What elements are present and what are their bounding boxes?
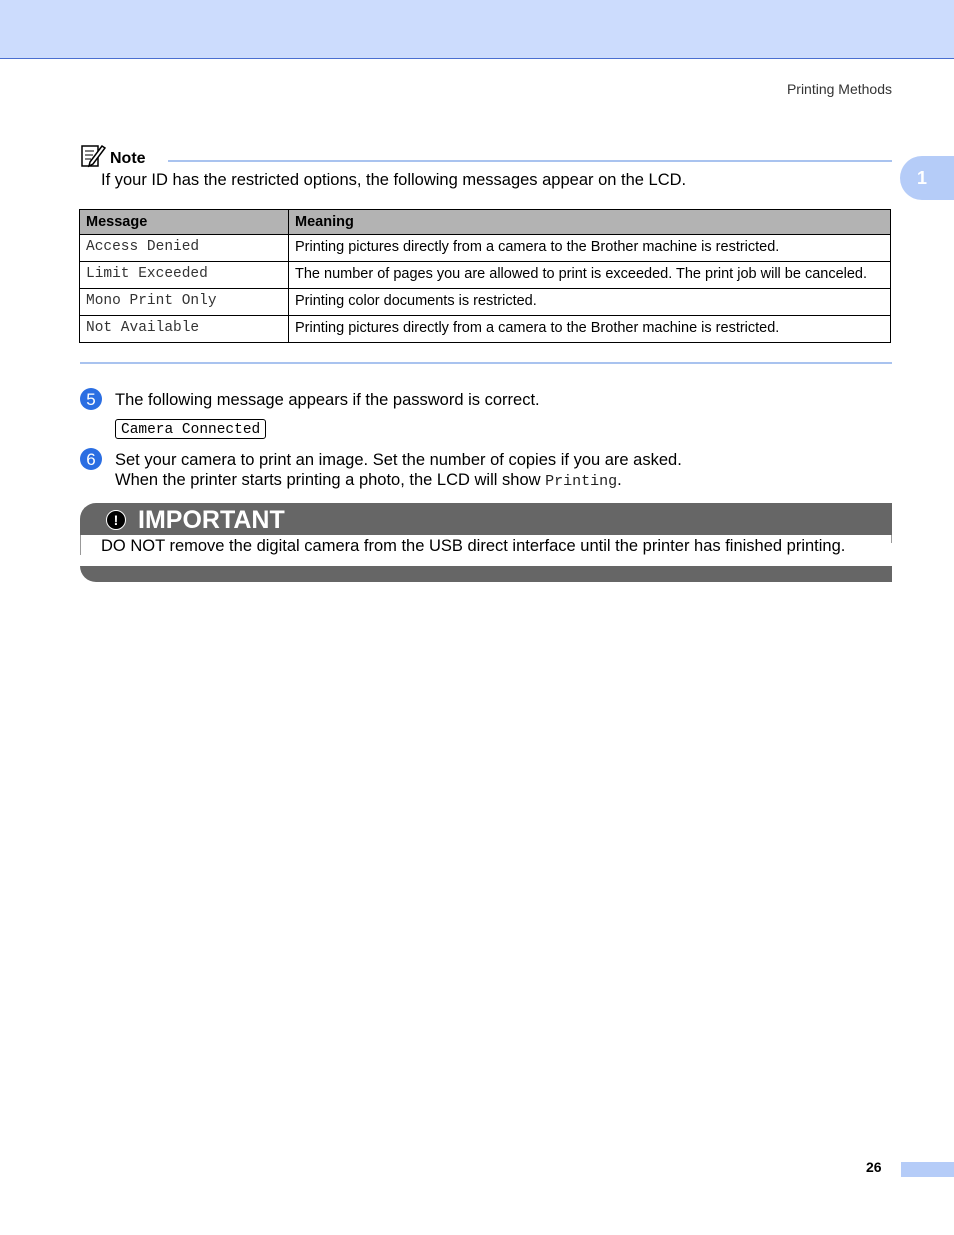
top-header-band bbox=[0, 0, 954, 59]
meaning-cell: Printing pictures directly from a camera to the Brother machine is restricted. bbox=[289, 235, 891, 262]
step-6-number: 6 bbox=[80, 448, 102, 470]
message-cell: Not Available bbox=[80, 316, 289, 343]
step-6-text: Set your camera to print an image. Set the number of copies if you are asked. bbox=[115, 451, 682, 469]
step-5-number: 5 bbox=[80, 388, 102, 410]
meaning-cell: The number of pages you are allowed to print is exceeded. The print job will be canceled. bbox=[289, 262, 891, 289]
table-header-row bbox=[80, 210, 891, 235]
note-bottom-rule bbox=[80, 362, 892, 364]
note-heading bbox=[80, 143, 146, 169]
chapter-tab bbox=[900, 156, 954, 200]
table-row bbox=[80, 262, 891, 289]
note-top-rule bbox=[168, 160, 892, 162]
table-row bbox=[80, 316, 891, 343]
important-header bbox=[80, 503, 892, 535]
important-footer-bar bbox=[80, 566, 892, 582]
message-cell: Limit Exceeded bbox=[80, 262, 289, 289]
step-5-text: The following message appears if the password is correct. bbox=[115, 391, 540, 409]
table-row bbox=[80, 235, 891, 262]
section-title: Printing Methods bbox=[786, 81, 892, 97]
step-6-text-second-line bbox=[115, 470, 622, 492]
important-left-border bbox=[80, 535, 81, 555]
step-6-line2-prefix: When the printer starts printing a photo, the LCD will show bbox=[115, 471, 546, 489]
page-number-bar bbox=[901, 1162, 954, 1177]
important-text: DO NOT remove the digital camera from the USB direct interface until the printer has finished printing. bbox=[101, 537, 846, 555]
message-cell: Access Denied bbox=[80, 235, 289, 262]
column-header-message: Message bbox=[80, 210, 289, 235]
note-intro-text: If your ID has the restricted options, the following messages appear on the LCD. bbox=[101, 171, 687, 189]
table-row bbox=[80, 289, 891, 316]
important-right-border bbox=[891, 535, 892, 543]
meaning-cell: Printing pictures directly from a camera to the Brother machine is restricted. bbox=[289, 316, 891, 343]
column-header-meaning: Meaning bbox=[289, 210, 891, 235]
important-title: IMPORTANT bbox=[138, 506, 285, 534]
note-label: Note bbox=[110, 150, 146, 167]
lcd-display-message: Camera Connected bbox=[115, 419, 266, 439]
step-6-line2-suffix: . bbox=[617, 471, 622, 489]
exclamation-icon: ! bbox=[106, 510, 126, 530]
chapter-number: 1 bbox=[917, 167, 928, 188]
note-pencil-icon bbox=[80, 143, 106, 169]
lcd-messages-table bbox=[79, 209, 891, 343]
meaning-cell: Printing color documents is restricted. bbox=[289, 289, 891, 316]
step-6-lcd-printing: Printing bbox=[545, 473, 618, 490]
page-number: 26 bbox=[866, 1159, 882, 1175]
message-cell: Mono Print Only bbox=[80, 289, 289, 316]
